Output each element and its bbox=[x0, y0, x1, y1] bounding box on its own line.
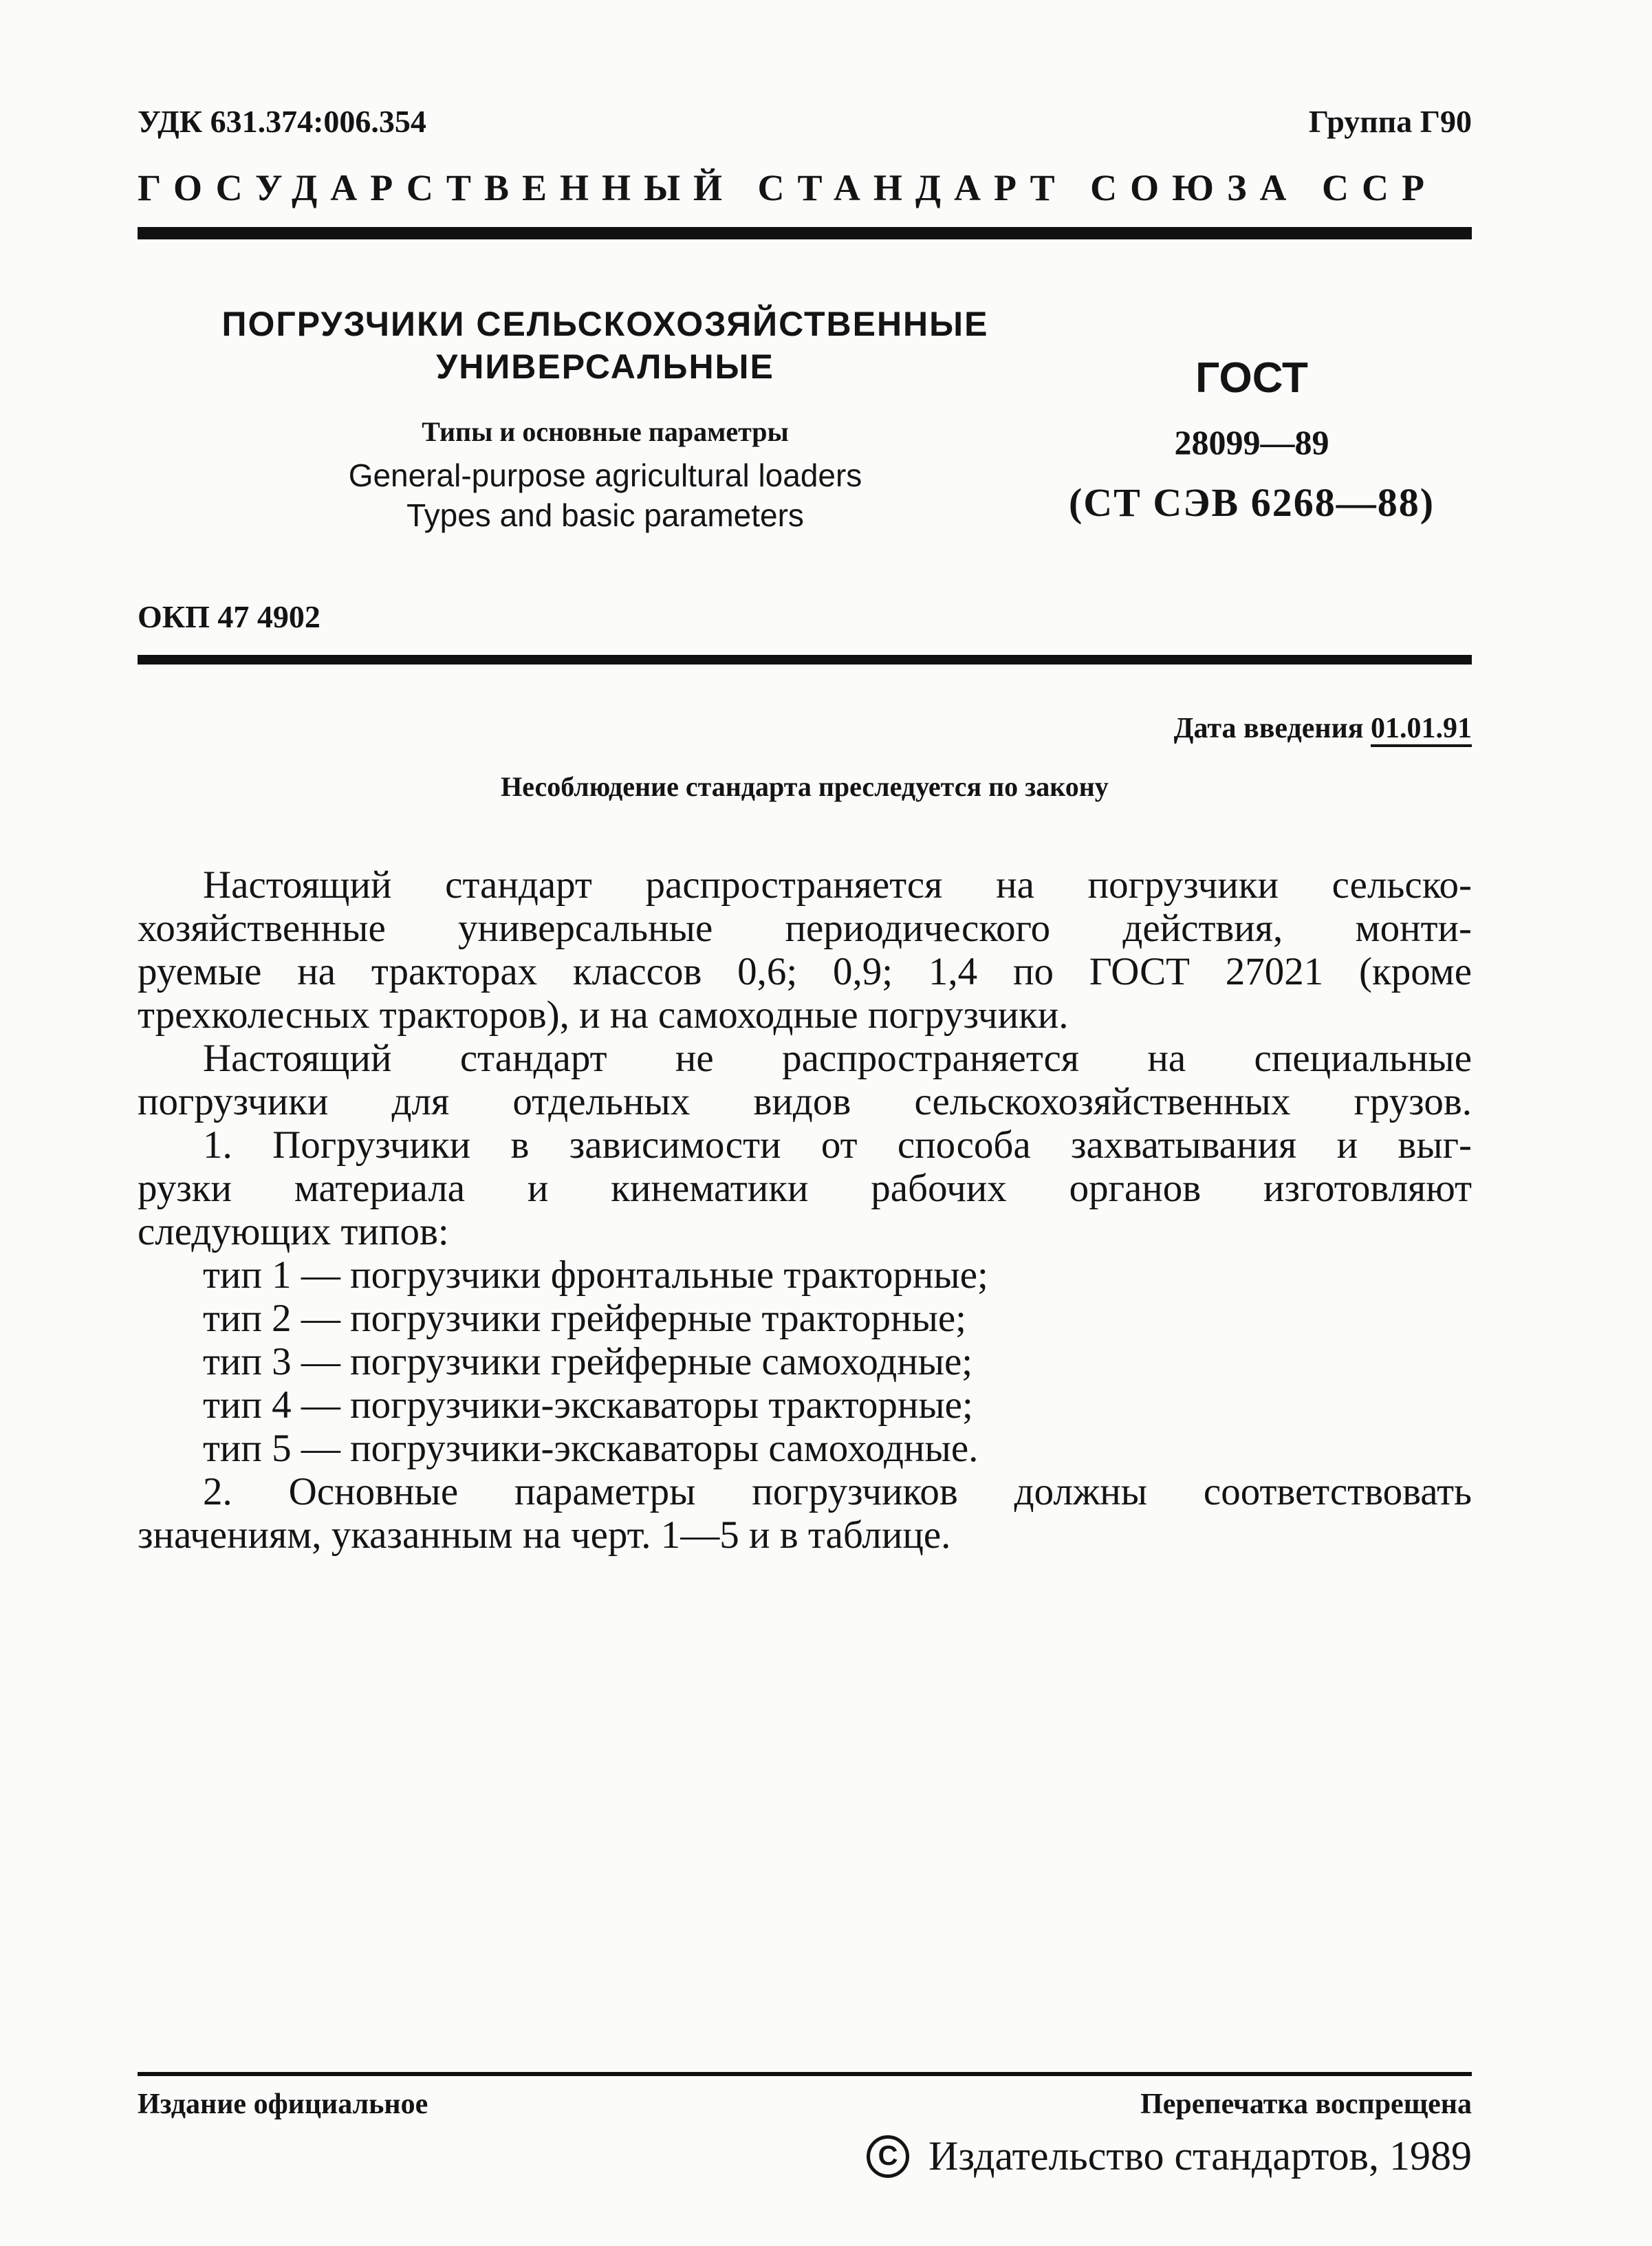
body-line: 2. Основные параметры погрузчиков должны соответствовать bbox=[203, 1470, 1472, 1513]
type-list-item: тип 1 — погрузчики фронтальные тракторные; bbox=[203, 1253, 988, 1297]
copyright-text: Издательство стандартов, 1989 bbox=[928, 2133, 1472, 2179]
title-ru-line1: ПОГРУЗЧИКИ СЕЛЬСКОХОЗЯЙСТВЕННЫЕ bbox=[221, 305, 989, 343]
title-ru-line2: УНИВЕРСАЛЬНЫЕ bbox=[436, 347, 774, 386]
body-line: рузки материала и кинематики рабочих органов изготовляют bbox=[138, 1167, 1472, 1210]
body-line: Настоящий стандарт распространяется на погрузчики сельско- bbox=[203, 863, 1472, 907]
copyright bbox=[867, 2132, 1472, 2180]
sev-number: (СТ СЭВ 6268—88) bbox=[1068, 480, 1435, 525]
official-edition: Издание официальное bbox=[138, 2088, 428, 2120]
udk-code: УДК 631.374:006.354 bbox=[138, 104, 426, 139]
type-list-item: тип 4 — погрузчики-экскаваторы тракторные; bbox=[203, 1383, 973, 1427]
middle-rule bbox=[138, 655, 1472, 665]
body-line: значениям, указанным на черт. 1—5 и в таблице. bbox=[138, 1513, 951, 1557]
body-line: хозяйственные универсальные периодического действия, монти- bbox=[138, 907, 1472, 950]
title-en-line2: Types and basic parameters bbox=[406, 497, 804, 533]
footer-rule bbox=[138, 2072, 1472, 2076]
body-line: руемые на тракторах классов 0,6; 0,9; 1,4 по ГОСТ 27021 (кроме bbox=[138, 950, 1472, 993]
header-title: ГОСУДАРСТВЕННЫЙ СТАНДАРТ СОЮЗА ССР bbox=[138, 167, 1437, 208]
gost-label: ГОСТ bbox=[1195, 354, 1308, 402]
body-line: Настоящий стандарт не распространяется на специальные bbox=[203, 1037, 1472, 1080]
title-block bbox=[158, 303, 1052, 535]
body-line: следующих типов: bbox=[138, 1210, 449, 1253]
date-label: Дата введения bbox=[1173, 713, 1364, 744]
date-value: 01.01.91 bbox=[1371, 713, 1472, 744]
effective-date bbox=[1174, 712, 1472, 745]
okp-code: ОКП 47 4902 bbox=[138, 599, 320, 634]
group-code: Группа Г90 bbox=[1308, 104, 1472, 139]
body-line: погрузчики для отдельных видов сельскохозяйственных грузов. bbox=[138, 1080, 1472, 1123]
top-rule bbox=[138, 227, 1472, 239]
gost-number: 28099—89 bbox=[1174, 423, 1329, 462]
reprint-prohibited: Перепечатка воспрещена bbox=[1140, 2088, 1472, 2120]
type-list-item: тип 2 — погрузчики грейферные тракторные; bbox=[203, 1297, 966, 1340]
title-en-line1: General-purpose agricultural loaders bbox=[348, 457, 862, 493]
copyright-icon: C bbox=[867, 2135, 909, 2178]
gost-block bbox=[1045, 347, 1458, 530]
type-list-item: тип 5 — погрузчики-экскаваторы самоходные. bbox=[203, 1427, 979, 1470]
type-list-item: тип 3 — погрузчики грейферные самоходные; bbox=[203, 1340, 973, 1383]
body-line: трехколесных тракторов), и на самоходные погрузчики. bbox=[138, 993, 1069, 1037]
subtitle-ru: Типы и основные параметры bbox=[422, 416, 789, 447]
legal-notice: Несоблюдение стандарта преследуется по закону bbox=[501, 771, 1109, 802]
body-text bbox=[138, 863, 1472, 1557]
body-line: 1. Погрузчики в зависимости от способа захватывания и выг- bbox=[203, 1123, 1472, 1167]
